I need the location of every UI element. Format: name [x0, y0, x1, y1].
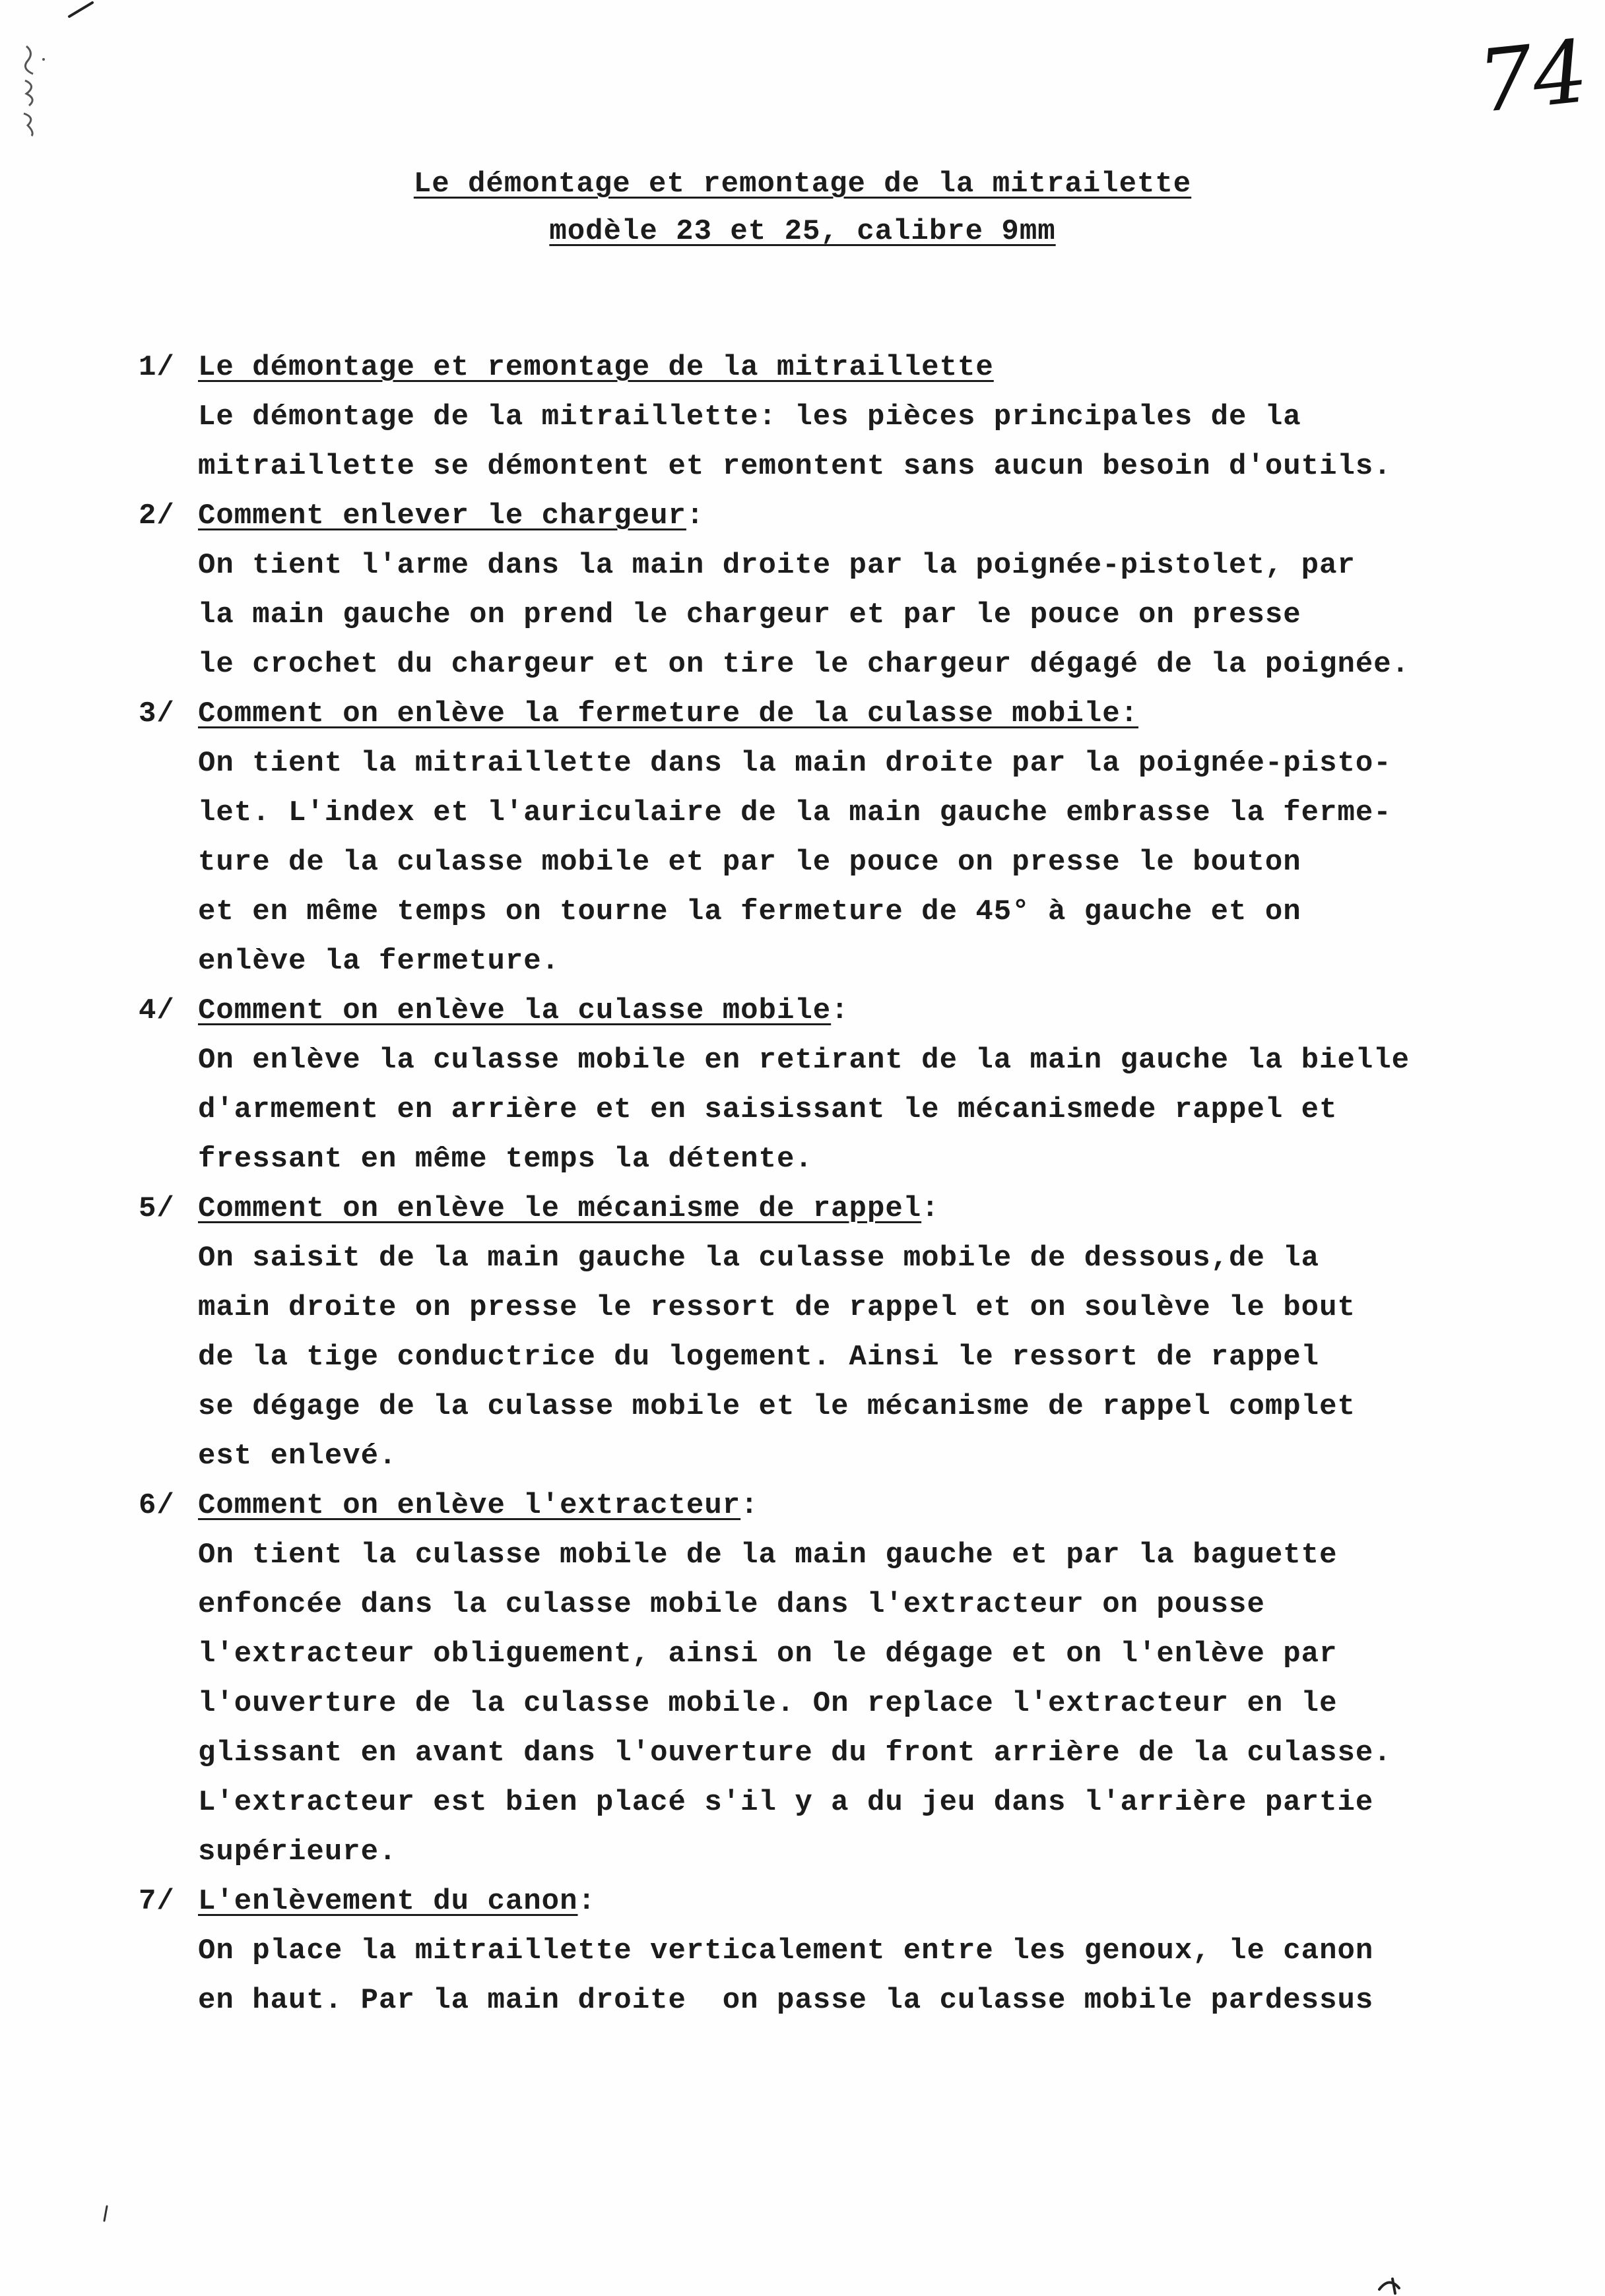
section-2 — [139, 492, 1544, 689]
body-text-line: let. L'index et l'auriculaire de la main gauche embrasse la ferme- — [198, 796, 1392, 829]
body-text-line: la main gauche on prend le chargeur et par le pouce on presse — [198, 598, 1301, 631]
bottom-ink-mark — [1373, 2270, 1412, 2296]
body-text-line: mitraillette se démontent et remontent sans aucun besoin d'outils. — [198, 450, 1392, 483]
section-number: 2/ — [139, 499, 175, 532]
section-heading-suffix: : — [686, 499, 705, 532]
section-heading: Comment on enlève la culasse mobile — [198, 994, 832, 1027]
section-heading-row — [139, 1481, 1544, 1531]
section-3 — [139, 689, 1544, 986]
body-text-line: le crochet du chargeur et on tire le chargeur dégagé de la poignée. — [198, 648, 1410, 681]
body-text-line: On place la mitraillette verticalement entre les genoux, le canon — [198, 1934, 1374, 1967]
section-7 — [139, 1877, 1544, 2025]
body-text-line: On tient l'arme dans la main droite par la poignée-pistolet, par — [198, 549, 1356, 582]
title-line-2-text: modèle 23 et 25, calibre 9mm — [549, 215, 1056, 248]
document-title-line-1 — [0, 168, 1605, 201]
handwritten-page-number: 74 — [1473, 20, 1592, 133]
body-text-line: ture de la culasse mobile et par le pouce on presse le bouton — [198, 846, 1301, 879]
body-text-line: On saisit de la main gauche la culasse mobile de dessous,de la — [198, 1242, 1320, 1275]
section-heading: L'enlèvement du canon — [198, 1885, 578, 1918]
corner-pen-mark — [66, 0, 106, 20]
section-number: 3/ — [139, 697, 175, 730]
body-text-line: fressant en même temps la détente. — [198, 1143, 813, 1176]
section-5 — [139, 1184, 1544, 1481]
section-heading-suffix: : — [740, 1489, 759, 1522]
section-number: 4/ — [139, 994, 175, 1027]
body-text-line: enlève la fermeture. — [198, 945, 560, 978]
section-heading-row — [139, 1184, 1544, 1234]
section-heading: Comment on enlève la fermeture de la culasse mobile: — [198, 697, 1139, 730]
body-text-line: L'extracteur est bien placé s'il y a du jeu dans l'arrière partie — [198, 1786, 1374, 1819]
body-text-line: en haut. Par la main droite on passe la culasse mobile pardessus — [198, 1984, 1374, 2017]
section-4 — [139, 986, 1544, 1184]
body-text-line: enfoncée dans la culasse mobile dans l'extracteur on pousse — [198, 1588, 1265, 1621]
section-heading: Comment enlever le chargeur — [198, 499, 686, 532]
title-line-1-text: Le démontage et remontage de la mitrailette — [413, 168, 1192, 201]
section-heading-suffix: : — [577, 1885, 596, 1918]
body-text-line: Le démontage de la mitraillette: les pièces principales de la — [198, 400, 1301, 433]
margin-stamp-mark — [15, 40, 54, 139]
section-number: 7/ — [139, 1885, 175, 1918]
document-title-line-2 — [0, 215, 1605, 248]
section-heading-row — [139, 689, 1544, 739]
section-heading: Comment on enlève l'extracteur — [198, 1489, 741, 1522]
body-text-line: l'ouverture de la culasse mobile. On replace l'extracteur en le — [198, 1687, 1338, 1720]
body-text-line: l'extracteur obliguement, ainsi on le dégage et on l'enlève par — [198, 1638, 1338, 1671]
section-heading-row — [139, 1877, 1544, 1927]
body-text-line: supérieure. — [198, 1835, 397, 1868]
body-text-line: On enlève la culasse mobile en retirant de la main gauche la bielle — [198, 1044, 1410, 1077]
document-body — [139, 343, 1544, 2025]
section-heading-suffix: : — [921, 1192, 940, 1225]
section-heading-suffix: : — [831, 994, 849, 1027]
section-number: 1/ — [139, 351, 175, 384]
body-text-line: est enlevé. — [198, 1440, 397, 1473]
section-heading: Le démontage et remontage de la mitraillette — [198, 351, 994, 384]
section-heading-row — [139, 492, 1544, 541]
section-1 — [139, 343, 1544, 492]
section-6 — [139, 1481, 1544, 1877]
body-text-line: glissant en avant dans l'ouverture du front arrière de la culasse. — [198, 1737, 1392, 1770]
body-text-line: On tient la mitraillette dans la main droite par la poignée-pisto- — [198, 747, 1392, 780]
body-text-line: de la tige conductrice du logement. Ainsi le ressort de rappel — [198, 1341, 1320, 1374]
body-text-line: d'armement en arrière et en saisissant le mécanismede rappel et — [198, 1093, 1338, 1126]
body-text-line: et en même temps on tourne la fermeture de 45° à gauche et on — [198, 895, 1301, 928]
section-heading-row — [139, 986, 1544, 1036]
body-text-line: On tient la culasse mobile de la main gauche et par la baguette — [198, 1539, 1338, 1572]
section-number: 5/ — [139, 1192, 175, 1225]
section-heading: Comment on enlève le mécanisme de rappel — [198, 1192, 922, 1225]
body-text-line: se dégage de la culasse mobile et le mécanisme de rappel complet — [198, 1390, 1356, 1423]
body-text-line: main droite on presse le ressort de rappel et on soulève le bout — [198, 1291, 1356, 1324]
section-number: 6/ — [139, 1489, 175, 1522]
margin-tick-mark — [99, 2204, 112, 2223]
section-heading-row — [139, 343, 1544, 393]
